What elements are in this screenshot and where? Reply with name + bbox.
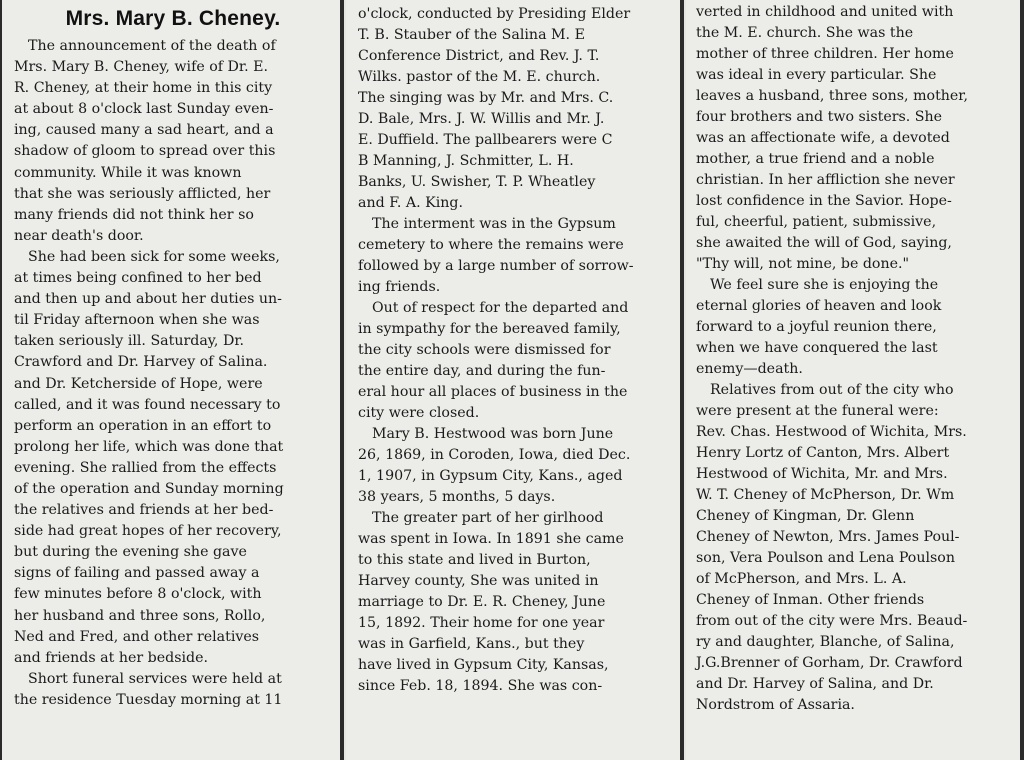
column-1: [2, 0, 340, 760]
paragraph-illness: She had been sick for some weeks, at times being confined to her bed and then up and about her duties un- til Friday afternoon when she was taken seriously ill. Saturday, Dr. Crawford and Dr. Harvey of Salina. and Dr. Ketcherside of Hope, were called, and it was found necessary to perform an operation in an effort to prolong her life, which was done that evening. She rallied from the effects of the operation and Sunday morning the relatives and friends at her bed- side had great hopes of her recovery, but during the evening she gave signs of failing and passed away a few minutes before 8 o'clock, with her husband and three sons, Rollo, Ned and Fred, and other relatives and friends at her bedside.: [14, 248, 284, 666]
paragraph-heaven: We feel sure she is enjoying the eternal glories of heaven and look forward to a joyful reunion there, when we have conquered the last enemy—death.: [696, 277, 942, 377]
paragraph-character: verted in childhood and united with the M. E. church. She was the mother of three children. Her home was ideal in every particular. She leaves a husband, three sons, mother, four brothers and two sisters. She was an affectionate wife, a devoted mother, a true friend and a noble christian. In her affliction she never lost confidence in the Savior. Hope- ful, cheerful, patient, submissive, she awaited the will of God, saying, "Thy will, not mine, be done.": [696, 4, 969, 272]
column-rule-right: [1020, 0, 1024, 760]
paragraph-girlhood: The greater part of her girlhood was spent in Iowa. In 1891 she came to this state and lived in Burton, Harvey county, She was united in marriage to Dr. E. R. Cheney, June 15, 1892. Their home for one year was in Garfield, Kans., but they have lived in Gypsum City, Kansas, since Feb. 18, 1894. She was con-: [358, 510, 624, 694]
paragraph-funeral-start: Short funeral services were held at the residence Tuesday morning at 11: [14, 670, 283, 708]
paragraph-announcement: The announcement of the death of Mrs. Mary B. Cheney, wife of Dr. E. R. Cheney, at their home in this city at about 8 o'clock last Sunday even- ing, caused many a sad heart, and a shadow of gloom to spread over this community. While it was known that she was seriously afflicted, her many friends did not think her so near death's door.: [14, 38, 276, 244]
column-rule-1: [340, 0, 344, 760]
column-3: [686, 0, 1020, 760]
paragraph-respect: Out of respect for the departed and in sympathy for the bereaved family, the city schools were dismissed for the entire day, and during the fun- eral hour all places of business in the city were closed.: [358, 300, 629, 421]
paragraph-relatives: Relatives from out of the city who were present at the funeral were: Rev. Chas. Hestwood of Wichita, Mrs. Henry Lortz of Canton, Mrs. Albert Hestwood of Wichita, Mr. and Mrs. W. T. Cheney of McPherson, Dr. Wm Cheney of Kingman, Dr. Glenn Cheney of Newton, Mrs. James Poul- son, Vera Poulson and Lena Poulson of McPherson, and Mrs. L. A. Cheney of Inman. Other friends from out of the city were Mrs. Beaud- ry and daughter, Blanche, of Salina, J.G.Brenner of Gorham, Dr. Crawford and Dr. Harvey of Salina, and Dr. Nordstrom of Assaria.: [696, 382, 968, 713]
column-rule-2: [680, 0, 684, 760]
obituary-headline: Mrs. Mary B. Cheney.: [65, 7, 281, 30]
column-2: [346, 0, 680, 760]
paragraph-birth: Mary B. Hestwood was born June 26, 1869, in Coroden, Iowa, died Dec. 1, 1907, in Gypsum City, Kans., aged 38 years, 5 months, 5 days.: [358, 426, 631, 505]
paragraph-interment: The interment was in the Gypsum cemetery to where the remains were followed by a large number of sorrow- ing friends.: [358, 216, 634, 295]
paragraph-funeral-continued: o'clock, conducted by Presiding Elder T. B. Stauber of the Salina M. E Conference District, and Rev. J. T. Wilks. pastor of the M. E. church. The singing was by Mr. and Mrs. C. D. Bale, Mrs. J. W. Willis and Mr. J. E. Duffield. The pallbearers were C B Manning, J. Schmitter, L. H. Banks, U. Swisher, T. P. Wheatley and F. A. King.: [358, 6, 631, 211]
